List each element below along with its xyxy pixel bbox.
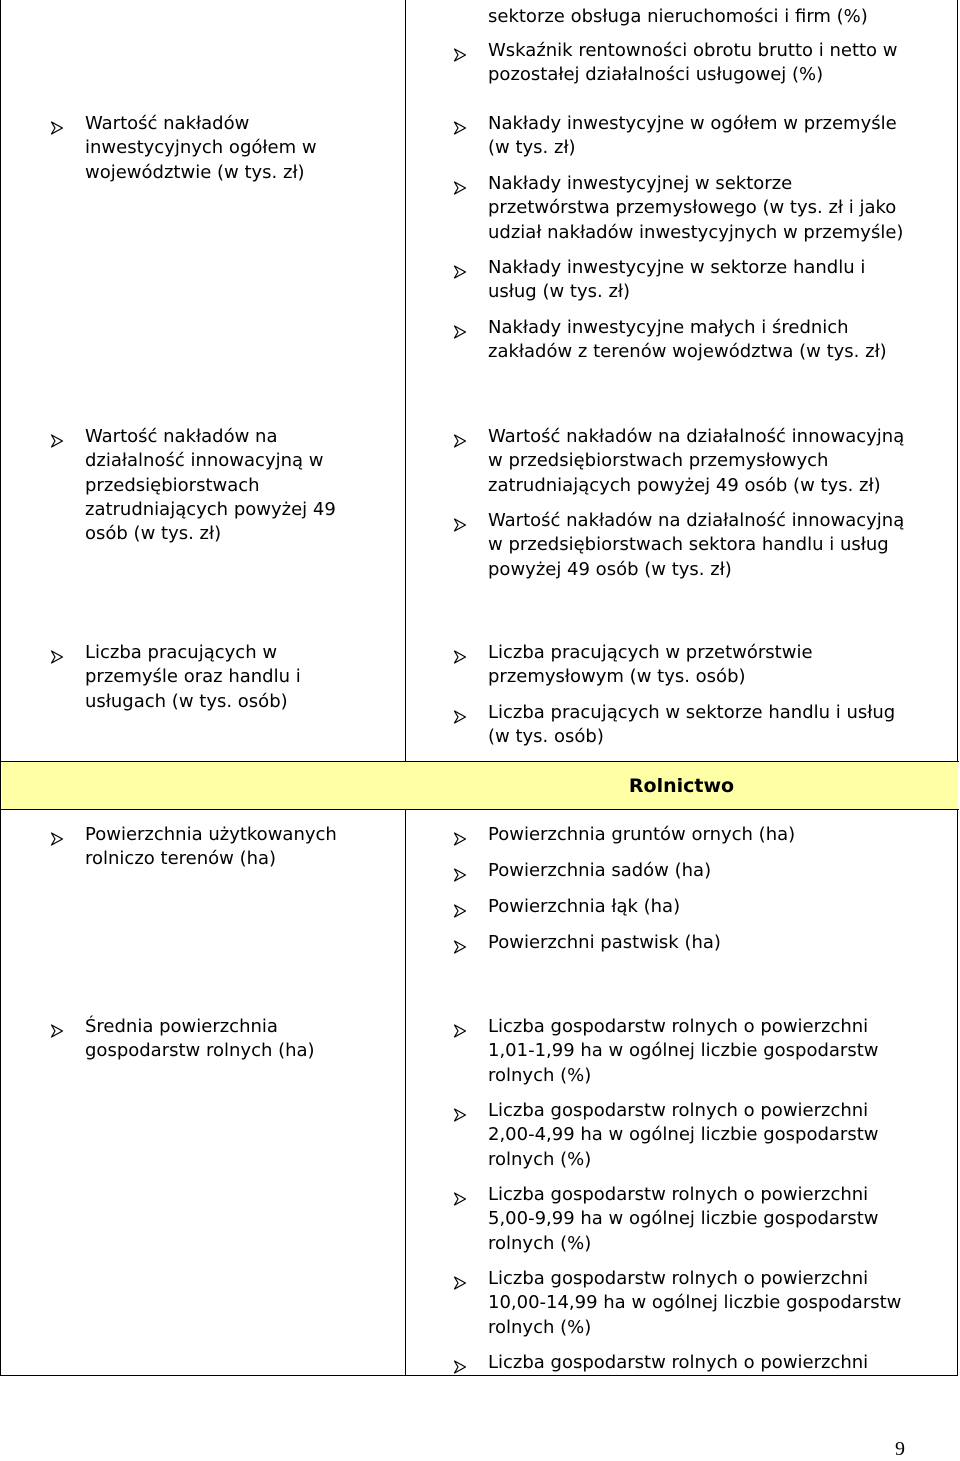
indicator-text-line: zatrudniających powyżej 49 osób (w tys. zł)	[488, 474, 881, 496]
indicator-text-line: rolnych (%)	[488, 1232, 592, 1254]
arrow-bullet-icon	[453, 707, 467, 721]
indicator-text-line: Nakłady inwestycyjne w sektorze handlu i	[488, 257, 866, 278]
indicator-text-line: rolnych (%)	[488, 1148, 592, 1170]
indicator-text-line: przetwórstwa przemysłowego (w tys. zł i jako	[488, 197, 897, 219]
indicator-text-line: Średnia powierzchnia	[85, 1016, 278, 1037]
indicator-text-line: przemysłowym (w tys. osób)	[488, 666, 746, 688]
indicator-text-line: sektorze obsługa nieruchomości i firm (%)	[488, 6, 868, 27]
indicator-text-line: Liczba gospodarstw rolnych o powierzchni	[488, 1184, 869, 1205]
indicator-text-line: Nakłady inwestycyjne małych i średnich	[488, 317, 849, 338]
arrow-bullet-icon	[453, 431, 467, 445]
indicator-text-line: Liczba gospodarstw rolnych o powierzchni	[488, 1100, 869, 1121]
table-rule	[1, 761, 959, 762]
indicator-text-line: osób (w tys. zł)	[85, 523, 222, 545]
indicator-text-line: Liczba pracujących w	[85, 642, 278, 663]
table-rule	[1, 809, 959, 810]
arrow-bullet-icon	[453, 901, 467, 915]
page-number: 9	[895, 1438, 905, 1460]
indicator-text-line: pozostałej działalności usługowej (%)	[488, 64, 824, 86]
indicator-text-line: Powierzchnia łąk (ha)	[488, 896, 681, 917]
arrow-bullet-icon	[453, 647, 467, 661]
indicator-text-line: usługach (w tys. osób)	[85, 690, 288, 712]
indicator-text-line: gospodarstw rolnych (ha)	[85, 1040, 315, 1062]
indicator-text-line: Powierzchnia gruntów ornych (ha)	[488, 824, 796, 845]
section-title: Rolnictwo	[628, 775, 735, 797]
indicator-text-line: Nakłady inwestycyjnej w sektorze	[488, 173, 793, 194]
indicator-text-line: Liczba pracujących w sektorze handlu i usług	[488, 702, 896, 723]
arrow-bullet-icon	[50, 829, 64, 843]
indicator-text-line: rolnych (%)	[488, 1316, 592, 1338]
indicator-text-line: rolnych (%)	[488, 1064, 592, 1086]
arrow-bullet-icon	[453, 1189, 467, 1203]
indicator-text-line: w przedsiębiorstwach przemysłowych	[488, 450, 829, 472]
indicator-text-line: w przedsiębiorstwach sektora handlu i usług	[488, 534, 889, 556]
arrow-bullet-icon	[50, 1021, 64, 1035]
indicator-text-line: Powierzchnia użytkowanych	[85, 824, 337, 845]
arrow-bullet-icon	[453, 262, 467, 276]
arrow-bullet-icon	[453, 865, 467, 879]
arrow-bullet-icon	[453, 515, 467, 529]
indicator-text-line: (w tys. zł)	[488, 137, 576, 159]
indicator-text-line: 1,01-1,99 ha w ogólnej liczbie gospodarstw	[488, 1040, 879, 1062]
arrow-bullet-icon	[50, 431, 64, 445]
indicator-text-line: 10,00-14,99 ha w ogólnej liczbie gospodarstw	[488, 1292, 902, 1314]
arrow-bullet-icon	[453, 178, 467, 192]
indicator-text-line: Nakłady inwestycyjne w ogółem w przemyśle	[488, 113, 897, 134]
indicator-text-line: Liczba gospodarstw rolnych o powierzchni	[488, 1016, 869, 1037]
indicator-text-line: województwie (w tys. zł)	[85, 161, 305, 183]
indicator-text-line: Liczba gospodarstw rolnych o powierzchni	[488, 1268, 869, 1289]
indicator-text-line: działalność innowacyjną w	[85, 450, 324, 472]
arrow-bullet-icon	[453, 1105, 467, 1119]
indicator-text-line: przedsiębiorstwach	[85, 474, 260, 496]
arrow-bullet-icon	[453, 1273, 467, 1287]
indicator-text-line: zatrudniających powyżej 49	[85, 498, 336, 520]
arrow-bullet-icon	[453, 937, 467, 951]
indicator-text-line: Wartość nakładów na	[85, 426, 278, 447]
indicator-text-line: 5,00-9,99 ha w ogólnej liczbie gospodarstw	[488, 1208, 879, 1230]
arrow-bullet-icon	[453, 829, 467, 843]
arrow-bullet-icon	[453, 1021, 467, 1035]
arrow-bullet-icon	[453, 45, 467, 59]
indicator-text-line: 2,00-4,99 ha w ogólnej liczbie gospodarstw	[488, 1124, 879, 1146]
arrow-bullet-icon	[453, 1357, 467, 1371]
arrow-bullet-icon	[50, 647, 64, 661]
indicator-text-line: przemyśle oraz handlu i	[85, 666, 301, 688]
indicator-text-line: udział nakładów inwestycyjnych w przemyśle)	[488, 221, 904, 243]
indicator-text-line: Wartość nakładów na działalność innowacyjną	[488, 426, 905, 447]
column-divider	[405, 0, 406, 761]
indicator-text-line: Wskaźnik rentowności obrotu brutto i netto w	[488, 40, 898, 61]
indicator-text-line: Wartość nakładów	[85, 113, 250, 134]
indicator-text-line: Powierzchnia sadów (ha)	[488, 860, 712, 881]
indicator-text-line: Powierzchni pastwisk (ha)	[488, 932, 721, 953]
arrow-bullet-icon	[50, 118, 64, 132]
indicator-text-line: zakładów z terenów województwa (w tys. zł)	[488, 341, 887, 363]
indicator-text-line: Liczba pracujących w przetwórstwie	[488, 642, 813, 663]
indicator-text-line: powyżej 49 osób (w tys. zł)	[488, 558, 732, 580]
indicator-text-line: (w tys. osób)	[488, 726, 604, 748]
indicator-text-line: Wartość nakładów na działalność innowacyjną	[488, 510, 905, 531]
indicator-text-line: Liczba gospodarstw rolnych o powierzchni	[488, 1352, 869, 1373]
indicator-text-line: usług (w tys. zł)	[488, 281, 631, 303]
indicator-text-line: rolniczo terenów (ha)	[85, 848, 277, 870]
arrow-bullet-icon	[453, 118, 467, 132]
arrow-bullet-icon	[453, 322, 467, 336]
column-divider	[405, 809, 406, 1376]
indicator-text-line: inwestycyjnych ogółem w	[85, 137, 317, 159]
